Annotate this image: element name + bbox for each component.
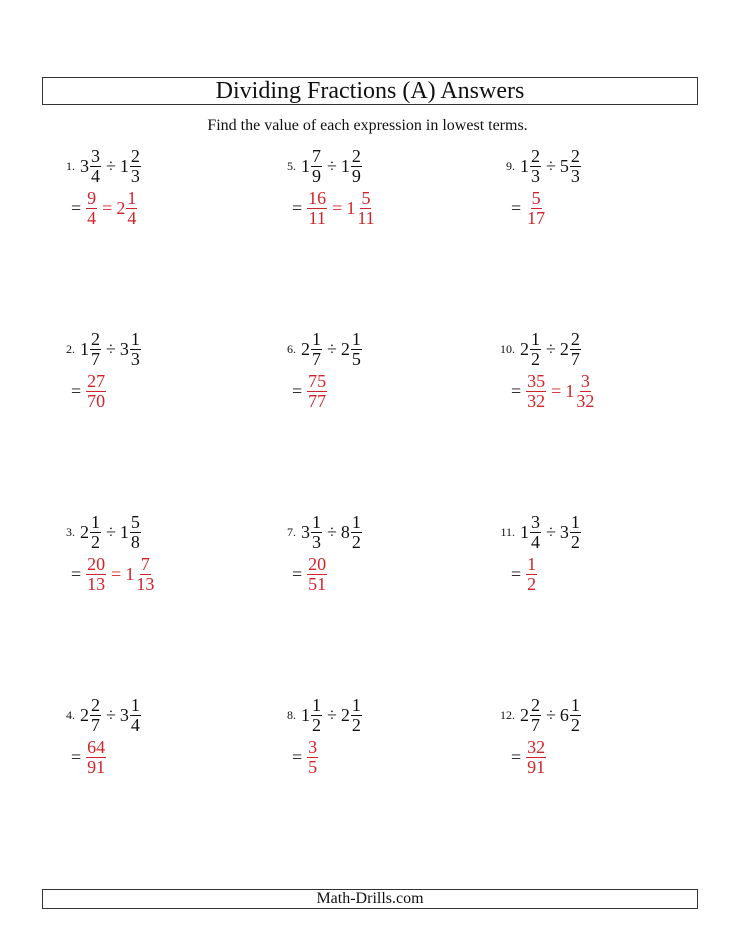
mixed-fraction-denominator: 13 bbox=[136, 574, 155, 594]
answer bbox=[525, 738, 547, 777]
answer-line bbox=[292, 189, 377, 228]
problem-number: 12. bbox=[500, 708, 515, 722]
problem-item bbox=[495, 513, 715, 623]
dividend-fraction-denominator: 4 bbox=[531, 532, 540, 552]
problem-number: 3. bbox=[66, 525, 75, 539]
mixed-fraction-denominator: 4 bbox=[127, 208, 137, 228]
dividend-fraction-numerator: 1 bbox=[312, 695, 321, 715]
answer-fraction bbox=[307, 372, 327, 411]
equals-sign: = bbox=[71, 747, 82, 767]
answer-line bbox=[292, 555, 328, 594]
divide-sign: ÷ bbox=[327, 156, 337, 176]
dividend-fraction-denominator: 4 bbox=[91, 166, 100, 186]
dividend-fraction-numerator: 3 bbox=[91, 146, 100, 166]
problem-item bbox=[276, 330, 496, 440]
dividend-fraction-denominator: 2 bbox=[312, 715, 321, 735]
mixed-fraction-numerator: 7 bbox=[140, 554, 150, 574]
equals-sign: = bbox=[511, 564, 522, 584]
divide-sign: ÷ bbox=[327, 705, 337, 725]
divisor-fraction bbox=[570, 696, 581, 735]
answer bbox=[306, 555, 328, 594]
problem-number: 1. bbox=[66, 159, 75, 173]
answer bbox=[306, 738, 319, 777]
problem-item bbox=[495, 696, 715, 806]
answer-line bbox=[292, 372, 328, 411]
divisor-fraction-denominator: 8 bbox=[130, 532, 140, 552]
answer-fraction bbox=[526, 372, 546, 411]
question-line bbox=[495, 696, 582, 735]
dividend-whole: 2 bbox=[301, 339, 310, 359]
answer-fraction bbox=[86, 555, 106, 594]
divisor-fraction bbox=[570, 513, 581, 552]
answer-fraction bbox=[526, 555, 537, 594]
problem-number: 8. bbox=[287, 708, 296, 722]
divisor-fraction bbox=[130, 696, 141, 735]
divisor-fraction-denominator: 9 bbox=[351, 166, 361, 186]
divisor-fraction-numerator: 2 bbox=[570, 146, 580, 166]
answer-fraction-numerator: 75 bbox=[308, 371, 327, 391]
answer-line bbox=[511, 189, 547, 228]
dividend-fraction bbox=[90, 696, 101, 735]
page-title: Dividing Fractions (A) Answers bbox=[42, 77, 698, 105]
mixed-whole: 2 bbox=[116, 198, 126, 218]
footer: Math-Drills.com bbox=[42, 889, 698, 909]
divide-sign: ÷ bbox=[106, 156, 116, 176]
answer-fraction bbox=[86, 189, 97, 228]
dividend-whole: 1 bbox=[520, 156, 529, 176]
answer-fraction-denominator: 11 bbox=[308, 208, 326, 228]
problem-number: 2. bbox=[66, 342, 75, 356]
question-line bbox=[276, 147, 363, 186]
divisor-fraction-denominator: 3 bbox=[130, 349, 140, 369]
divisor-fraction bbox=[130, 513, 141, 552]
dividend-fraction-numerator: 2 bbox=[91, 329, 100, 349]
dividend-fraction-denominator: 2 bbox=[531, 349, 540, 369]
dividend-fraction-numerator: 7 bbox=[312, 146, 321, 166]
problem-item bbox=[55, 513, 275, 623]
divide-sign: ÷ bbox=[106, 522, 116, 542]
divisor-whole: 1 bbox=[119, 522, 129, 542]
problem-number: 6. bbox=[287, 342, 296, 356]
dividend-whole: 1 bbox=[520, 522, 529, 542]
divisor-fraction-numerator: 1 bbox=[570, 512, 580, 532]
divisor-fraction-numerator: 2 bbox=[351, 146, 361, 166]
problem-item bbox=[55, 330, 275, 440]
dividend-whole: 2 bbox=[520, 339, 529, 359]
equals-sign: = bbox=[511, 381, 522, 401]
dividend-fraction-denominator: 3 bbox=[531, 166, 540, 186]
divisor-fraction-numerator: 1 bbox=[130, 329, 140, 349]
answer-line bbox=[71, 189, 138, 228]
dividend-fraction bbox=[311, 696, 322, 735]
instructions: Find the value of each expression in lowest terms. bbox=[207, 117, 528, 134]
divisor-fraction-numerator: 2 bbox=[130, 146, 140, 166]
divide-sign: ÷ bbox=[546, 156, 556, 176]
answer-fraction-denominator: 51 bbox=[308, 574, 327, 594]
mixed-whole: 1 bbox=[346, 198, 356, 218]
answer-line bbox=[71, 738, 107, 777]
divisor-fraction-numerator: 1 bbox=[570, 695, 580, 715]
divisor-fraction-denominator: 2 bbox=[351, 532, 361, 552]
dividend-fraction-denominator: 2 bbox=[91, 532, 100, 552]
divisor-whole: 8 bbox=[340, 522, 350, 542]
dividend-fraction-numerator: 1 bbox=[312, 329, 321, 349]
question-line bbox=[55, 330, 142, 369]
dividend-whole: 1 bbox=[80, 339, 89, 359]
answer-line bbox=[511, 738, 547, 777]
divide-sign: ÷ bbox=[546, 705, 556, 725]
answer-line bbox=[71, 555, 156, 594]
equals-sign: = bbox=[511, 198, 522, 218]
divisor-fraction-denominator: 2 bbox=[351, 715, 361, 735]
dividend-fraction bbox=[530, 513, 541, 552]
dividend-whole: 1 bbox=[301, 705, 310, 725]
answer bbox=[85, 189, 138, 228]
divisor-fraction-denominator: 4 bbox=[130, 715, 140, 735]
answer-line bbox=[292, 738, 319, 777]
equals-sign: = bbox=[71, 564, 82, 584]
divide-sign: ÷ bbox=[546, 339, 556, 359]
divisor-fraction-numerator: 1 bbox=[351, 329, 361, 349]
dividend-fraction bbox=[311, 330, 322, 369]
problem-item bbox=[495, 330, 715, 440]
answer-fraction-denominator: 70 bbox=[87, 391, 106, 411]
divide-sign: ÷ bbox=[327, 339, 337, 359]
divisor-fraction bbox=[351, 330, 362, 369]
problem-item bbox=[276, 513, 496, 623]
divisor-whole: 3 bbox=[119, 339, 129, 359]
divide-sign: ÷ bbox=[106, 339, 116, 359]
dividend-fraction bbox=[90, 147, 101, 186]
mixed-fraction-denominator: 32 bbox=[576, 391, 595, 411]
dividend-fraction bbox=[90, 513, 101, 552]
answer-fraction-numerator: 20 bbox=[87, 554, 106, 574]
divisor-whole: 3 bbox=[119, 705, 129, 725]
question-line bbox=[276, 696, 363, 735]
answer-fraction-numerator: 9 bbox=[87, 188, 97, 208]
divisor-fraction-numerator: 1 bbox=[351, 512, 361, 532]
answer bbox=[306, 189, 377, 228]
divisor-fraction-denominator: 2 bbox=[570, 532, 580, 552]
question-line bbox=[495, 513, 582, 552]
mixed-fraction-numerator: 1 bbox=[127, 188, 137, 208]
divisor-whole: 6 bbox=[559, 705, 569, 725]
answer bbox=[525, 372, 596, 411]
dividend-whole: 2 bbox=[80, 522, 89, 542]
divisor-fraction bbox=[570, 147, 581, 186]
answer-fraction-numerator: 32 bbox=[527, 737, 546, 757]
answer-fraction-numerator: 16 bbox=[308, 188, 327, 208]
answer bbox=[85, 555, 156, 594]
divisor-fraction bbox=[130, 147, 141, 186]
dividend-fraction-numerator: 3 bbox=[531, 512, 540, 532]
answer-fraction-denominator: 4 bbox=[87, 208, 97, 228]
answer-fraction-denominator: 77 bbox=[308, 391, 327, 411]
dividend-whole: 2 bbox=[80, 705, 89, 725]
dividend-whole: 1 bbox=[301, 156, 310, 176]
answer-fraction-denominator: 32 bbox=[527, 391, 546, 411]
answer-fraction-denominator: 2 bbox=[527, 574, 537, 594]
divisor-fraction bbox=[570, 330, 581, 369]
divisor-whole: 2 bbox=[340, 339, 350, 359]
equals-sign: = bbox=[292, 564, 303, 584]
answer-fraction-numerator: 5 bbox=[531, 188, 541, 208]
dividend-fraction bbox=[311, 513, 322, 552]
divisor-fraction-numerator: 2 bbox=[570, 329, 580, 349]
dividend-fraction-numerator: 1 bbox=[531, 329, 540, 349]
divisor-fraction-denominator: 3 bbox=[130, 166, 140, 186]
mixed-fraction-denominator: 11 bbox=[357, 208, 375, 228]
divide-sign: ÷ bbox=[327, 522, 337, 542]
mixed-fraction bbox=[135, 555, 155, 594]
question-line bbox=[55, 147, 142, 186]
answer-fraction-denominator: 17 bbox=[527, 208, 546, 228]
dividend-fraction-numerator: 2 bbox=[91, 695, 100, 715]
divisor-whole: 5 bbox=[559, 156, 569, 176]
question-line bbox=[55, 696, 142, 735]
answer-line bbox=[511, 372, 596, 411]
divisor-fraction-numerator: 1 bbox=[130, 695, 140, 715]
answer-fraction-numerator: 35 bbox=[527, 371, 546, 391]
dividend-whole: 3 bbox=[301, 522, 310, 542]
question-line bbox=[55, 513, 142, 552]
answer-line bbox=[71, 372, 107, 411]
answer-equals-sign: = bbox=[102, 198, 113, 218]
question-line bbox=[276, 513, 363, 552]
dividend-fraction bbox=[530, 696, 541, 735]
divisor-fraction-denominator: 5 bbox=[351, 349, 361, 369]
answer-fraction bbox=[307, 555, 327, 594]
dividend-whole: 3 bbox=[80, 156, 89, 176]
dividend-whole: 2 bbox=[520, 705, 529, 725]
dividend-fraction-denominator: 7 bbox=[91, 349, 100, 369]
equals-sign: = bbox=[511, 747, 522, 767]
mixed-fraction-numerator: 3 bbox=[580, 371, 590, 391]
answer-line bbox=[511, 555, 538, 594]
divisor-whole: 2 bbox=[559, 339, 569, 359]
dividend-fraction bbox=[530, 330, 541, 369]
divisor-fraction-numerator: 1 bbox=[351, 695, 361, 715]
answer-fraction-denominator: 5 bbox=[308, 757, 318, 777]
dividend-fraction-denominator: 7 bbox=[91, 715, 100, 735]
answer-fraction-numerator: 64 bbox=[87, 737, 106, 757]
answer bbox=[525, 555, 538, 594]
answer-fraction-denominator: 91 bbox=[527, 757, 546, 777]
answer-fraction-numerator: 3 bbox=[308, 737, 318, 757]
answer-fraction-numerator: 27 bbox=[87, 371, 106, 391]
divisor-whole: 1 bbox=[340, 156, 350, 176]
equals-sign: = bbox=[292, 381, 303, 401]
problem-number: 7. bbox=[287, 525, 296, 539]
mixed-fraction bbox=[356, 189, 375, 228]
equals-sign: = bbox=[71, 198, 82, 218]
divisor-fraction bbox=[130, 330, 141, 369]
dividend-fraction bbox=[90, 330, 101, 369]
question-line bbox=[495, 330, 582, 369]
dividend-fraction-numerator: 2 bbox=[531, 146, 540, 166]
mixed-whole: 1 bbox=[125, 564, 135, 584]
dividend-fraction bbox=[530, 147, 541, 186]
divisor-fraction bbox=[351, 147, 362, 186]
problem-number: 11. bbox=[500, 525, 515, 539]
answer-equals-sign: = bbox=[111, 564, 122, 584]
dividend-fraction-numerator: 1 bbox=[312, 512, 321, 532]
question-line bbox=[276, 330, 363, 369]
divisor-fraction-denominator: 3 bbox=[570, 166, 580, 186]
problem-number: 9. bbox=[506, 159, 515, 173]
dividend-fraction bbox=[311, 147, 322, 186]
problem-number: 4. bbox=[66, 708, 75, 722]
divisor-whole: 3 bbox=[559, 522, 569, 542]
divisor-fraction bbox=[351, 696, 362, 735]
answer-fraction bbox=[307, 738, 318, 777]
answer-fraction bbox=[526, 738, 546, 777]
dividend-fraction-denominator: 7 bbox=[531, 715, 540, 735]
answer bbox=[85, 372, 107, 411]
divisor-fraction-denominator: 2 bbox=[570, 715, 580, 735]
answer-fraction-denominator: 91 bbox=[87, 757, 106, 777]
equals-sign: = bbox=[292, 198, 303, 218]
question-line bbox=[495, 147, 582, 186]
mixed-fraction bbox=[126, 189, 137, 228]
mixed-fraction bbox=[575, 372, 595, 411]
problem-item bbox=[55, 696, 275, 806]
answer-fraction bbox=[526, 189, 546, 228]
answer-fraction bbox=[86, 372, 106, 411]
divisor-whole: 1 bbox=[119, 156, 129, 176]
problem-number: 10. bbox=[500, 342, 515, 356]
divisor-fraction-numerator: 5 bbox=[130, 512, 140, 532]
equals-sign: = bbox=[292, 747, 303, 767]
divisor-fraction bbox=[351, 513, 362, 552]
problem-number: 5. bbox=[287, 159, 296, 173]
dividend-fraction-denominator: 7 bbox=[312, 349, 321, 369]
answer-equals-sign: = bbox=[332, 198, 343, 218]
answer-fraction-numerator: 20 bbox=[308, 554, 327, 574]
answer-fraction bbox=[307, 189, 327, 228]
answer-fraction-denominator: 13 bbox=[87, 574, 106, 594]
divide-sign: ÷ bbox=[106, 705, 116, 725]
problem-item bbox=[276, 696, 496, 806]
answer bbox=[306, 372, 328, 411]
dividend-fraction-numerator: 2 bbox=[531, 695, 540, 715]
problem-item bbox=[495, 147, 715, 257]
answer-fraction bbox=[86, 738, 106, 777]
answer-fraction-numerator: 1 bbox=[527, 554, 537, 574]
answer-equals-sign: = bbox=[551, 381, 562, 401]
dividend-fraction-denominator: 9 bbox=[312, 166, 321, 186]
problem-item bbox=[276, 147, 496, 257]
mixed-fraction-numerator: 5 bbox=[361, 188, 371, 208]
equals-sign: = bbox=[71, 381, 82, 401]
mixed-whole: 1 bbox=[565, 381, 575, 401]
dividend-fraction-denominator: 3 bbox=[312, 532, 321, 552]
problem-item bbox=[55, 147, 275, 257]
answer bbox=[525, 189, 547, 228]
answer bbox=[85, 738, 107, 777]
divisor-whole: 2 bbox=[340, 705, 350, 725]
divisor-fraction-denominator: 7 bbox=[570, 349, 580, 369]
divide-sign: ÷ bbox=[546, 522, 556, 542]
dividend-fraction-numerator: 1 bbox=[91, 512, 100, 532]
